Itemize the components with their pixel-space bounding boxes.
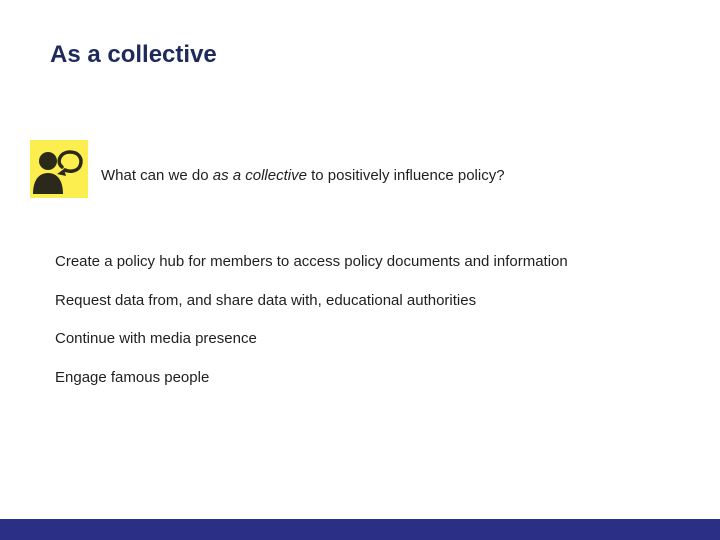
question-tail: to positively influence policy?	[306, 167, 505, 184]
person-speaking-icon	[30, 140, 88, 198]
list-item: Engage famous people	[55, 368, 210, 386]
list-item: Continue with media presence	[55, 330, 257, 347]
list-item: Create a policy hub for members to access policy documents and information	[55, 253, 568, 270]
question-lead: What can we do	[101, 167, 213, 184]
action-list	[55, 252, 568, 406]
footer-bar	[0, 519, 720, 540]
slide-title: As a collective	[50, 41, 217, 68]
question-text	[101, 166, 505, 186]
question-emphasis: as a collective	[212, 167, 307, 184]
list-item: Request data from, and share data with, educational authorities	[55, 291, 477, 309]
